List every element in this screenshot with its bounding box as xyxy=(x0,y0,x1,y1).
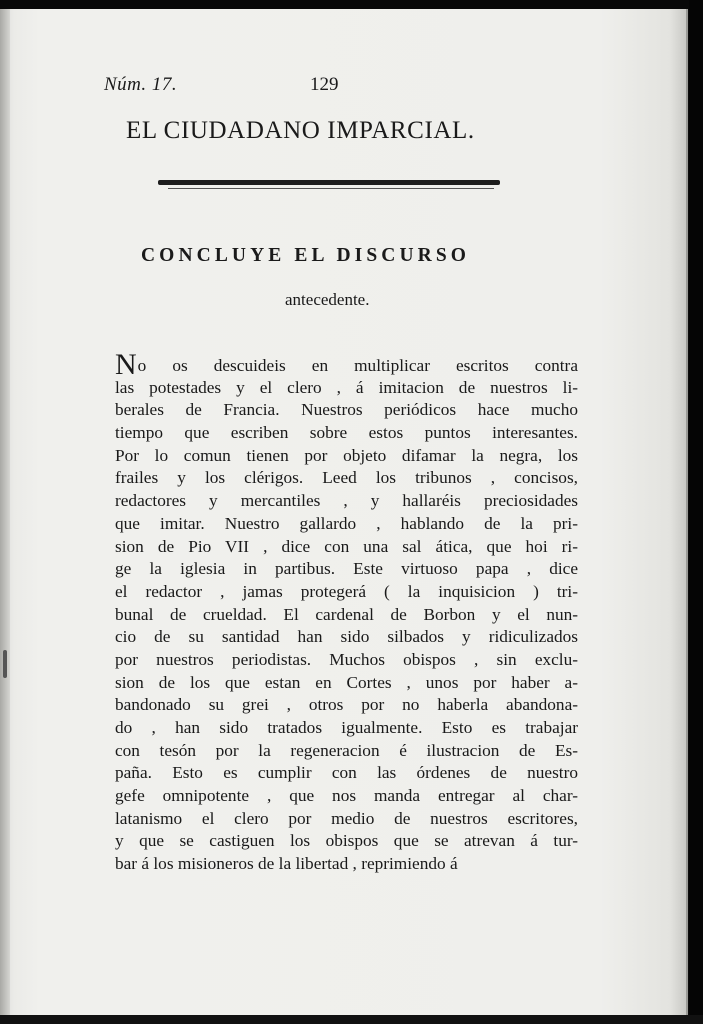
body-line: las potestades y el clero , á imitacion de nuestros li- xyxy=(115,377,578,397)
section-subheading: antecedente. xyxy=(285,290,370,309)
body-line: latanismo el clero por medio de nuestros escritores, xyxy=(115,808,578,828)
body-line: frailes y los clérigos. Leed los tribunos , concisos, xyxy=(115,468,578,488)
scan-border-right xyxy=(689,0,703,1024)
title-rule xyxy=(158,180,500,185)
body-line: tiempo que escriben sobre estos puntos interesantes. xyxy=(115,423,578,443)
title-rule-thin xyxy=(168,188,494,189)
body-line: redactores y mercantiles , y hallaréis preciosidades xyxy=(115,491,578,511)
body-text xyxy=(115,348,578,876)
issue-number: Núm. 17. xyxy=(104,74,178,95)
body-line: con tesón por la regeneracion é ilustracion de Es- xyxy=(115,740,578,760)
body-line-0 xyxy=(115,348,578,381)
page-number: 129 xyxy=(310,74,339,95)
section-heading: CONCLUYE EL DISCURSO xyxy=(141,245,471,266)
margin-mark xyxy=(3,650,7,678)
running-header xyxy=(104,74,544,100)
body-line: cio de su santidad han sido silbados y ridiculizados xyxy=(115,627,578,647)
body-line: do , han sido tratados igualmente. Esto es trabajar xyxy=(115,718,578,737)
body-line: bandonado su grei , otros por no haberla abandona- xyxy=(115,695,578,715)
body-line: sion de Pio VII , dice con una sal ática, que hoi ri- xyxy=(115,536,578,556)
body-line: gefe omnipotente , que nos manda entregar al char- xyxy=(115,786,578,806)
body-line: el redactor , jamas protegerá ( la inquisicion ) tri- xyxy=(115,581,578,601)
body-line: paña. Esto es cumplir con las órdenes de nuestro xyxy=(115,763,578,783)
scan-border-top xyxy=(0,0,703,9)
dropcap: N xyxy=(115,348,137,381)
body-line: sion de los que estan en Cortes , unos por haber a- xyxy=(115,672,578,692)
body-line: ge la iglesia in partibus. Este virtuoso papa , dice xyxy=(115,559,578,579)
publication-title: EL CIUDADANO IMPARCIAL. xyxy=(126,117,475,144)
scan-border-bottom xyxy=(0,1015,703,1024)
body-line: por nuestros periodistas. Muchos obispos , sin exclu- xyxy=(115,649,578,669)
body-line: berales de Francia. Nuestros periódicos hace mucho xyxy=(115,400,578,420)
body-line: bunal de crueldad. El cardenal de Borbon y el nun- xyxy=(115,604,578,624)
body-line: bar á los misioneros de la libertad , reprimiendo á xyxy=(115,854,458,874)
book-spine-shadow xyxy=(0,9,10,1015)
body-line: y que se castiguen los obispos que se atrevan á tur- xyxy=(115,831,578,851)
body-line-text: o os descuideis en multiplicar escritos contra xyxy=(137,356,578,375)
body-line: Por lo comun tienen por objeto difamar la negra, los xyxy=(115,445,578,465)
body-line: que imitar. Nuestro gallardo , hablando de la pri- xyxy=(115,513,578,533)
